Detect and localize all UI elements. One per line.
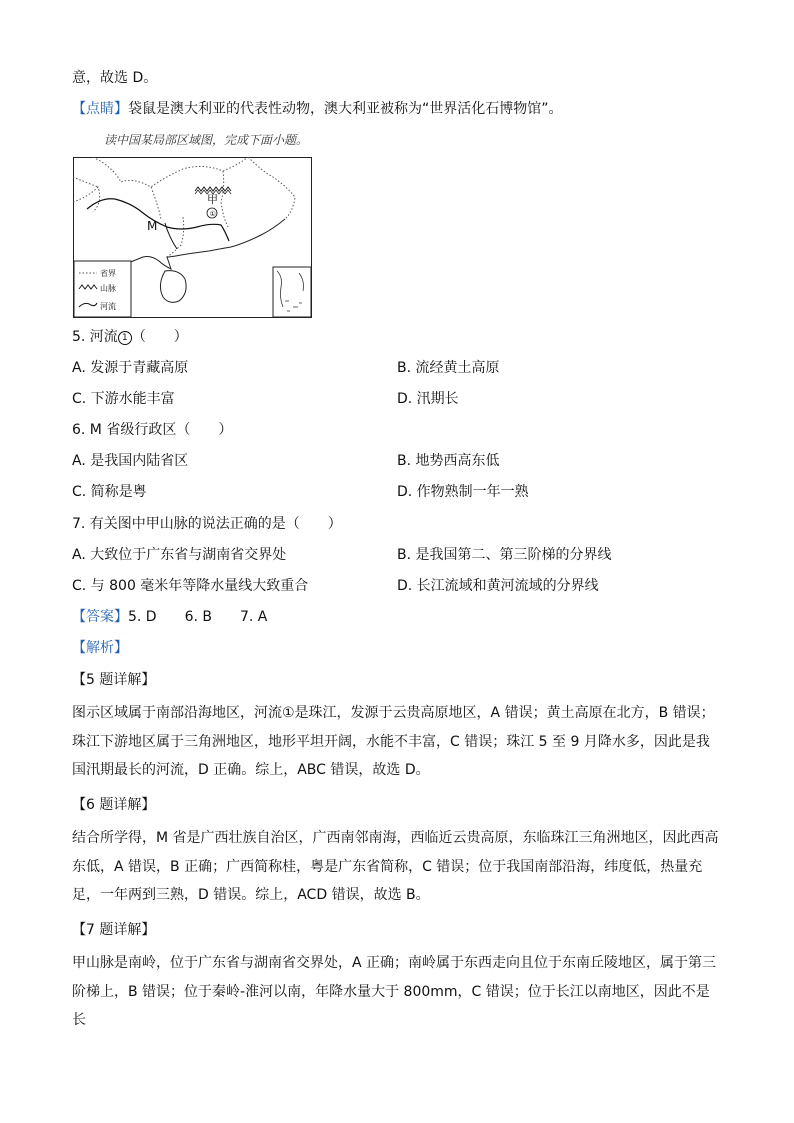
intro-text: 读中国某局部区域图，完成下面小题。 — [104, 133, 309, 147]
inset-map — [273, 267, 311, 317]
q5-stem — [72, 327, 188, 347]
q7-option-a: A. 大致位于广东省与湖南省交界处 — [72, 547, 287, 563]
analysis-label: 【解析】 — [72, 640, 128, 656]
q6-stem: 6. M 省级行政区（ ） — [72, 422, 233, 438]
legend-river: 河流 — [100, 302, 116, 311]
d6-title: 【6 题详解】 — [72, 797, 156, 813]
d6-text: 结合所学得，M 省是广西壮族自治区，广西南邻南海，西临近云贵高原，东临珠江三角洲地区，因此西高东低，A 错误，B 正确；广西简称桂，粤是广东省简称，C 错误；位于我国南部沿海，纬度低，热量充足，一年两到三熟，D 错误。综上，ACD 错误，故选 B。 — [72, 830, 719, 903]
d5-text: 图示区域属于南部沿海地区，河流①是珠江，发源于云贵高原地区，A 错误；黄土高原在北方，B 错误；珠江下游地区属于三角洲地区，地形平坦开阔，水能不丰富，C 错误；珠江 5 至 9 月降水多，因此是我国汛期最长的河流，D 正确。综上，ABC 错误，故选 D。 — [72, 705, 715, 778]
region-map — [73, 157, 312, 318]
d7-text: 甲山脉是南岭，位于广东省与湖南省交界处，A 正确；南岭属于东西走向且位于东南丘陵地区，属于第三阶梯上，B 错误；位于秦岭-淮河以南，年降水量大于 800mm，C 错误；位于长江以南地区，因此不是长 — [72, 955, 717, 1028]
legend-mountain: 山脉 — [100, 284, 116, 293]
answer-line — [72, 607, 267, 627]
d7-title: 【7 题详解】 — [72, 922, 156, 938]
answer-text: 5. D 6. B 7. A — [128, 609, 268, 625]
q5-option-d: D. 汛期长 — [397, 391, 459, 407]
tip-line — [72, 99, 563, 119]
q5-stem-pre: 5. 河流 — [72, 329, 118, 345]
label-jia: 甲 — [207, 193, 218, 206]
q5-option-a: A. 发源于青藏高原 — [72, 360, 189, 376]
label-m: M — [147, 219, 158, 233]
q7-option-b: B. 是我国第二、第三阶梯的分界线 — [397, 547, 612, 563]
q6-option-d: D. 作物熟制一年一熟 — [397, 484, 529, 500]
hainan-island — [160, 271, 186, 303]
q7-option-d: D. 长江流域和黄河流域的分界线 — [397, 578, 599, 594]
q6-option-a: A. 是我国内陆省区 — [72, 453, 189, 469]
tip-label: 【点睛】 — [72, 101, 128, 117]
q7-stem: 7. 有关图中甲山脉的说法正确的是（ ） — [72, 516, 342, 532]
q5-option-c: C. 下游水能丰富 — [72, 391, 175, 407]
q5-stem-post: （ ） — [131, 329, 188, 345]
q5-option-b: B. 流经黄土高原 — [397, 360, 500, 376]
label-river: ① — [209, 210, 216, 218]
d5-title: 【5 题详解】 — [72, 672, 156, 688]
answer-label: 【答案】 — [72, 609, 128, 625]
q5-river-circle: 1 — [118, 331, 132, 345]
q7-option-c: C. 与 800 毫米年等降水量线大致重合 — [72, 578, 309, 594]
legend-province: 省界 — [100, 269, 116, 278]
top-line: 意，故选 D。 — [72, 70, 158, 86]
q6-option-c: C. 简称是粤 — [72, 484, 147, 500]
q6-option-b: B. 地势西高东低 — [397, 453, 500, 469]
tip-text: 袋鼠是澳大利亚的代表性动物，澳大利亚被称为“世界活化石博物馆”。 — [128, 101, 563, 117]
